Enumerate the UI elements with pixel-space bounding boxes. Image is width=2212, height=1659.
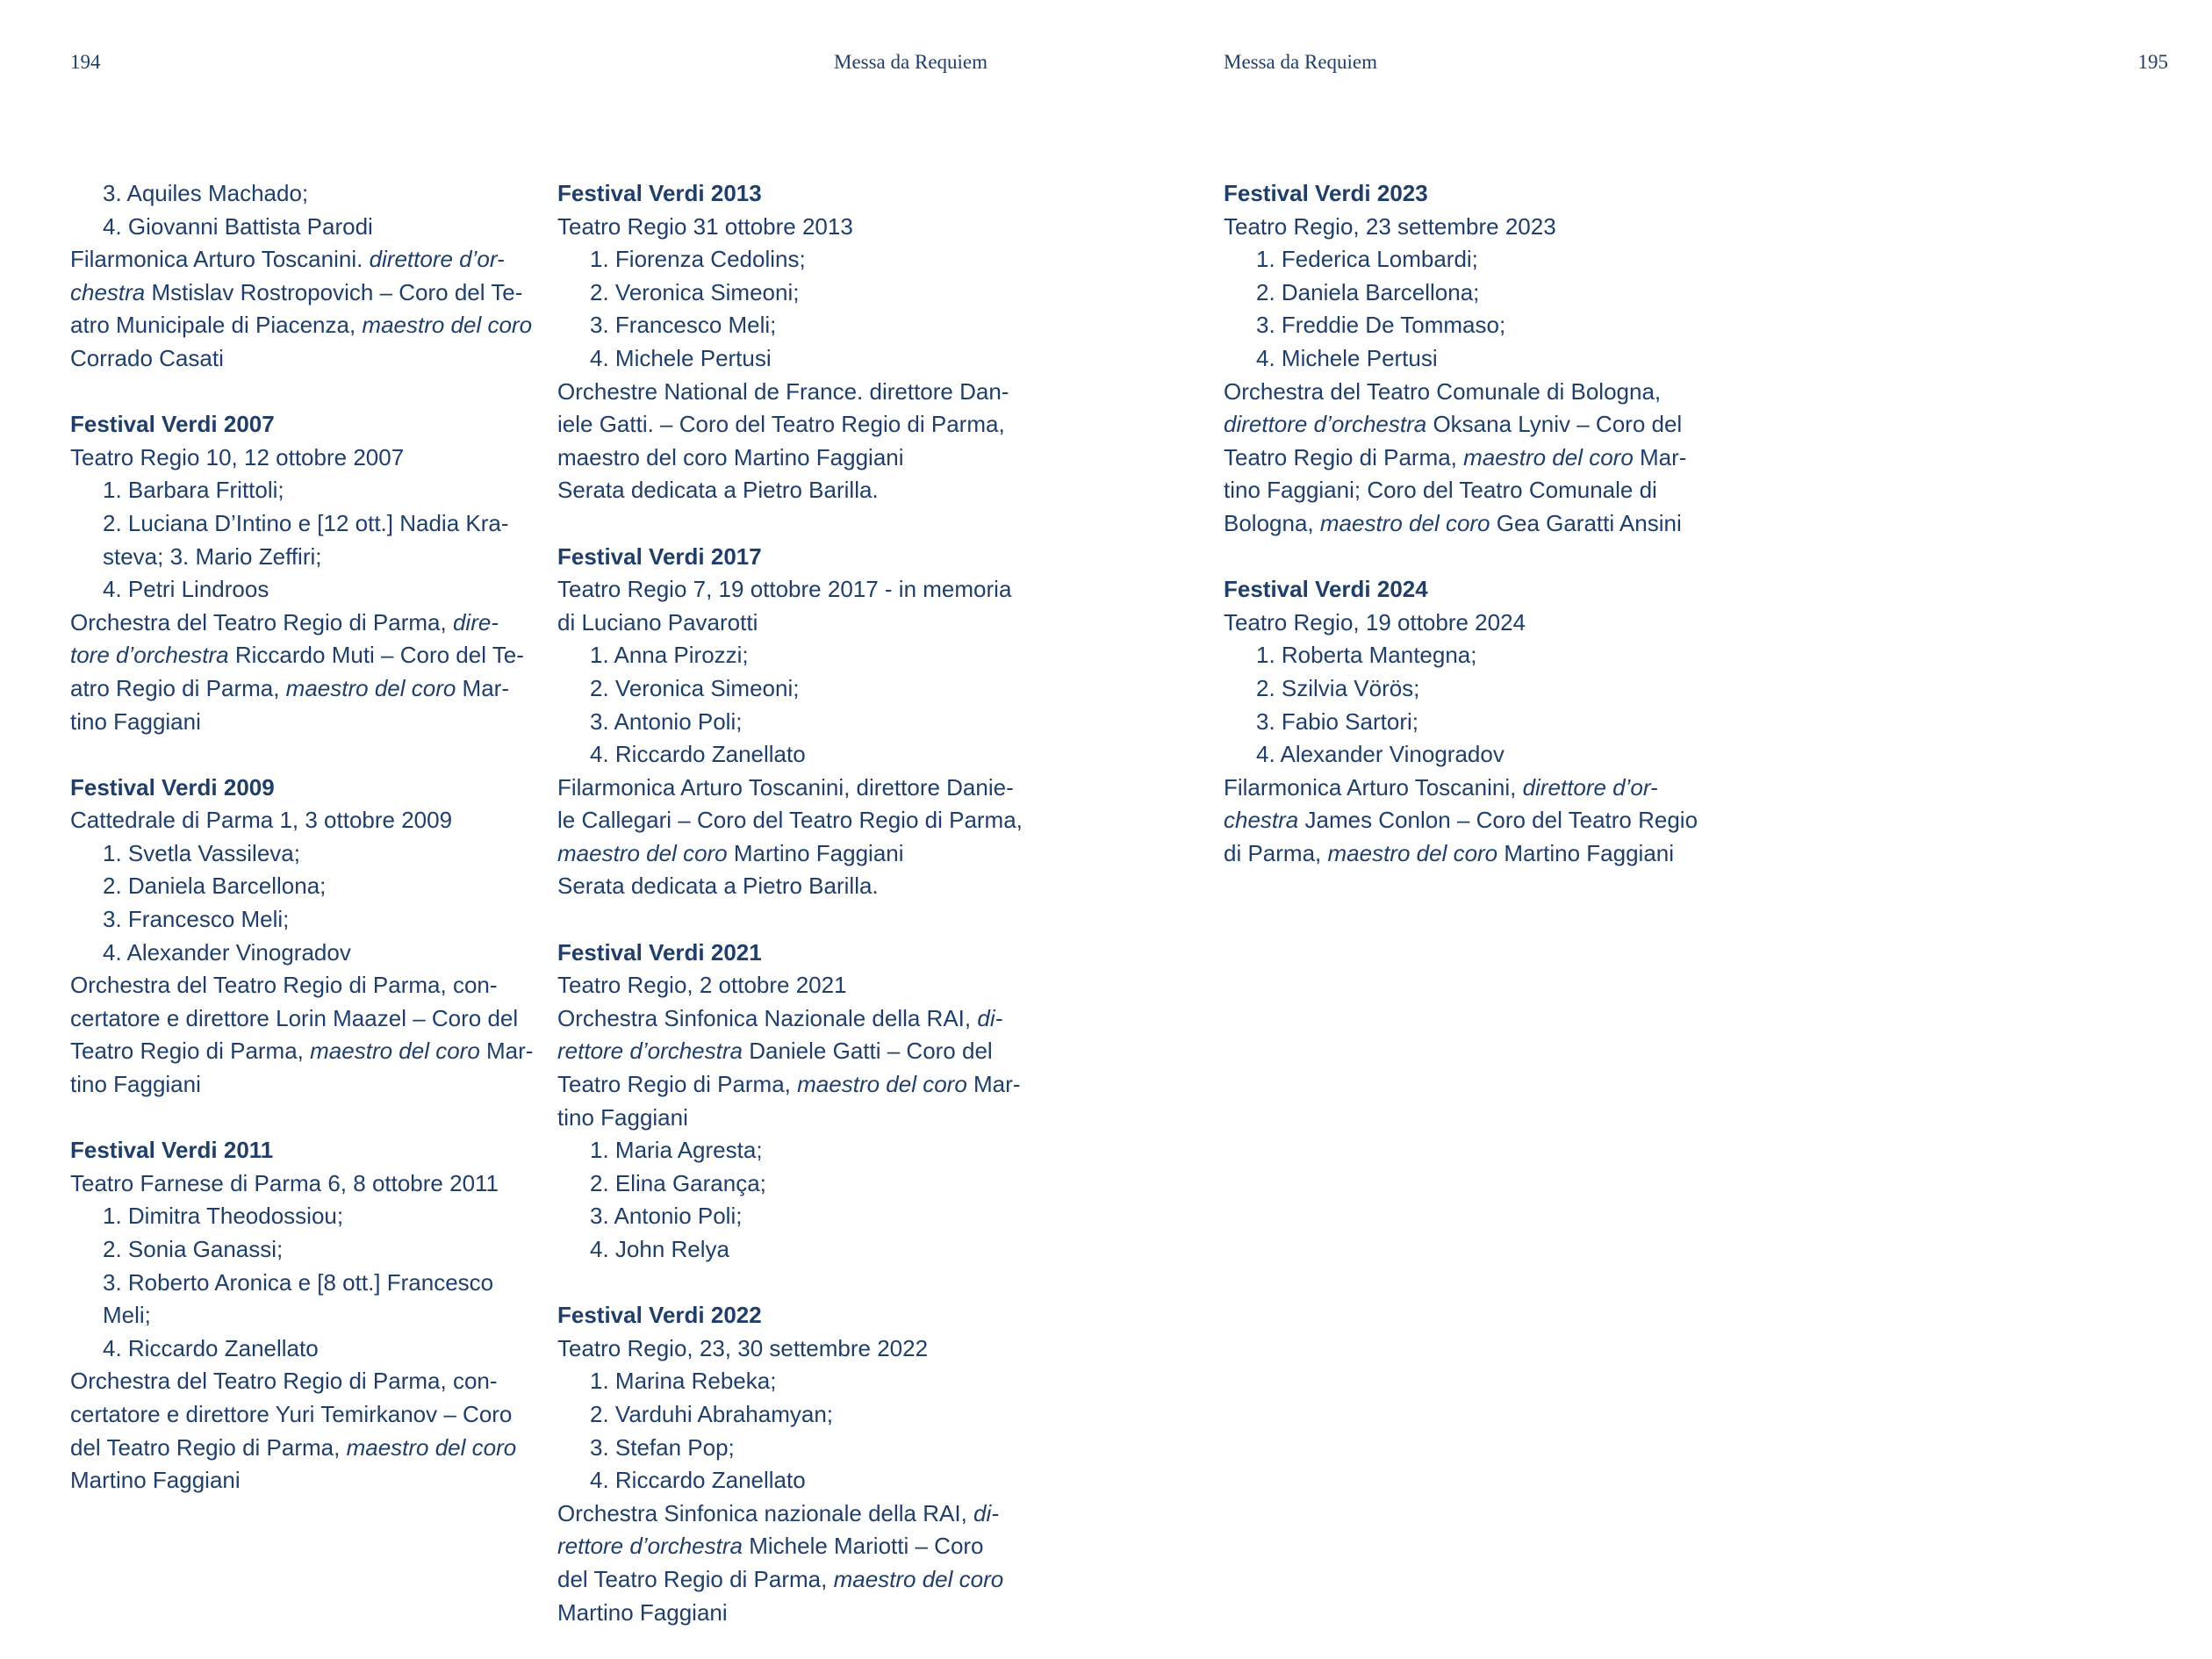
soloist-line: 4. Alexander Vinogradov: [103, 938, 351, 966]
text-span: certatore e direttore Yuri Temirkanov – Coro: [70, 1400, 513, 1427]
italic-role: di-: [977, 1004, 1003, 1031]
text-line: [1224, 607, 1698, 640]
text-line: [70, 309, 533, 342]
text-span: Cattedrale di Parma 1, 3 ottobre 2009: [70, 807, 453, 834]
soloist-line: 4. Riccardo Zanellato: [103, 1334, 319, 1361]
soloist-line: 1. Marina Rebeka;: [590, 1368, 777, 1395]
italic-role: direttore d’or-: [1522, 773, 1658, 801]
text-line: [70, 1167, 533, 1201]
text-span: Teatro Regio, 23, 30 settembre 2022: [557, 1334, 929, 1361]
text-span: Martino Faggiani: [727, 839, 904, 866]
soloist-line: 4. Riccardo Zanellato: [590, 1467, 806, 1494]
text-span: Michele Mariotti – Coro: [742, 1533, 984, 1560]
soloist-line: 3. Stefan Pop;: [590, 1433, 735, 1461]
soloist-line: 2. Sonia Ganassi;: [103, 1236, 284, 1262]
text-line: [70, 1002, 533, 1036]
text-span: Martino Faggiani: [557, 1598, 728, 1626]
text-line: [1224, 837, 1698, 871]
text-line: [557, 1497, 1023, 1531]
soloist-line: 1. Maria Agresta;: [590, 1137, 763, 1164]
text-line: [557, 1530, 1023, 1563]
text-span: Teatro Regio di Parma,: [1224, 443, 1464, 470]
soloist-line: 4. Michele Pertusi: [1256, 344, 1438, 371]
text-span: Orchestra del Teatro Regio di Parma,: [70, 608, 453, 636]
soloist-line: 2. Szilvia Vörös;: [1256, 674, 1420, 701]
section-spacer: [70, 738, 533, 772]
text-column-2: [557, 177, 1023, 1629]
italic-role: dire-: [452, 608, 499, 636]
italic-role: maestro del coro: [1319, 509, 1490, 536]
text-span: Orchestra Sinfonica nazionale della RAI,: [557, 1499, 974, 1526]
soloist-line: 4. Riccardo Zanellato: [590, 741, 806, 768]
italic-role: maestro del coro: [346, 1433, 517, 1461]
text-line: [557, 1563, 1023, 1597]
text-span: Mar-: [1633, 443, 1687, 470]
text-line: [557, 442, 1023, 475]
text-span: Orchestra del Teatro Regio di Parma, con-: [70, 972, 498, 999]
italic-role: maestro del coro: [285, 674, 456, 701]
festival-heading: Festival Verdi 2017: [557, 542, 762, 570]
text-line: [70, 706, 533, 739]
soloist-line: 2. Luciana D’Intino e [12 ott.] Nadia Kra-: [103, 509, 509, 536]
soloist-line: 3. Antonio Poli;: [590, 707, 743, 735]
text-column-3: [1224, 177, 1698, 870]
text-span: Orchestra Sinfonica Nazionale della RAI,: [557, 1004, 978, 1031]
text-span: Filarmonica Arturo Toscanini.: [70, 246, 370, 273]
section-spacer: [557, 1267, 1023, 1300]
festival-heading: Festival Verdi 2022: [557, 1302, 762, 1329]
text-line: [70, 804, 533, 837]
text-line: [557, 474, 1023, 507]
text-span: Mar-: [479, 1038, 534, 1065]
text-span: Daniele Gatti – Coro del: [742, 1038, 993, 1065]
text-span: Mar-: [966, 1071, 1021, 1098]
text-span: certatore e direttore Lorin Maazel – Coro del: [70, 1004, 519, 1031]
text-line: [557, 1102, 1023, 1135]
text-span: Martino Faggiani: [1497, 839, 1675, 866]
text-line: [1224, 507, 1698, 541]
text-line: [557, 804, 1023, 837]
text-span: Mar-: [456, 674, 509, 701]
text-line: [1224, 772, 1698, 805]
text-span: atro Regio di Parma,: [70, 674, 286, 701]
soloist-line: steva; 3. Mario Zeffiri;: [103, 542, 322, 570]
section-spacer: [557, 507, 1023, 541]
soloist-line: 2. Elina Garança;: [590, 1169, 766, 1196]
section-spacer: [1224, 541, 1698, 574]
italic-role: maestro del coro: [797, 1071, 967, 1098]
text-span: di Parma,: [1224, 839, 1328, 866]
text-line: [1224, 474, 1698, 507]
text-line: [557, 1068, 1023, 1102]
text-line: [557, 408, 1023, 442]
text-line: [70, 1432, 533, 1465]
text-span: Teatro Regio, 19 ottobre 2024: [1224, 608, 1526, 636]
text-line: [70, 607, 533, 640]
italic-role: direttore d’or-: [369, 246, 505, 273]
section-spacer: [70, 1102, 533, 1135]
soloist-line: 3. Freddie De Tommaso;: [1256, 312, 1506, 339]
soloist-line: 1. Svetla Vassileva;: [103, 839, 300, 866]
text-span: maestro del coro Martino Faggiani: [557, 443, 904, 470]
section-spacer: [70, 376, 533, 409]
soloist-line: 2. Varduhi Abrahamyan;: [590, 1400, 834, 1427]
italic-role: maestro del coro: [310, 1038, 480, 1065]
festival-heading: Festival Verdi 2009: [70, 773, 275, 801]
text-span: del Teatro Regio di Parma,: [557, 1565, 834, 1592]
text-span: le Callegari – Coro del Teatro Regio di Parma,: [557, 807, 1023, 834]
soloist-line: 2. Veronica Simeoni;: [590, 278, 800, 305]
italic-role: maestro del coro: [362, 312, 533, 339]
text-line: [70, 639, 533, 672]
text-line: [1224, 442, 1698, 475]
text-span: Riccardo Muti – Coro del Te-: [228, 642, 524, 669]
festival-heading: Festival Verdi 2024: [1224, 576, 1428, 603]
text-line: [557, 1332, 1023, 1366]
text-column-1: [70, 177, 533, 1497]
text-span: Teatro Regio di Parma,: [70, 1038, 311, 1065]
festival-heading: Festival Verdi 2023: [1224, 180, 1428, 206]
text-span: Teatro Regio, 2 ottobre 2021: [557, 972, 847, 999]
italic-role: chestra: [1224, 807, 1299, 834]
text-span: Filarmonica Arturo Toscanini,: [1224, 773, 1523, 801]
soloist-line: 3. Antonio Poli;: [590, 1203, 743, 1230]
text-span: Teatro Regio 10, 12 ottobre 2007: [70, 443, 405, 470]
text-line: [557, 211, 1023, 244]
text-line: [70, 1398, 533, 1432]
text-line: [70, 1464, 533, 1497]
soloist-line: 4. Petri Lindroos: [103, 576, 269, 603]
text-line: [1224, 408, 1698, 442]
text-line: [557, 1002, 1023, 1036]
soloist-line: 2. Veronica Simeoni;: [590, 674, 800, 701]
festival-heading: Festival Verdi 2011: [70, 1137, 274, 1164]
text-line: [557, 376, 1023, 409]
italic-role: rettore d’orchestra: [557, 1038, 743, 1065]
soloist-line: 3. Roberto Aronica e [8 ott.] Francesco: [103, 1268, 494, 1296]
text-line: [557, 837, 1023, 871]
text-span: Martino Faggiani: [70, 1467, 241, 1494]
soloist-line: 1. Dimitra Theodossiou;: [103, 1203, 344, 1230]
soloist-line: 2. Daniela Barcellona;: [103, 873, 327, 900]
text-line: [557, 969, 1023, 1002]
text-line: [557, 573, 1023, 607]
text-line: [70, 672, 533, 706]
text-line: [557, 1035, 1023, 1068]
festival-heading: Festival Verdi 2021: [557, 938, 762, 966]
italic-role: rettore d’orchestra: [557, 1533, 743, 1560]
text-span: Oksana Lyniv – Coro del: [1426, 411, 1683, 438]
text-span: Teatro Regio, 23 settembre 2023: [1224, 212, 1556, 240]
italic-role: maestro del coro: [1463, 443, 1634, 470]
soloist-line: 4. Giovanni Battista Parodi: [103, 212, 373, 240]
soloist-line: 3. Francesco Meli;: [590, 312, 777, 339]
text-span: tino Faggiani; Coro del Teatro Comunale di: [1224, 477, 1657, 504]
page-number-left: 194: [70, 51, 101, 73]
text-span: Filarmonica Arturo Toscanini, direttore Danie-: [557, 773, 1014, 801]
page-number-right: 195: [2137, 51, 2168, 73]
text-line: [70, 276, 533, 310]
text-span: atro Municipale di Piacenza,: [70, 312, 363, 339]
text-span: tino Faggiani: [557, 1103, 688, 1131]
text-line: [70, 342, 533, 376]
text-span: Teatro Regio 7, 19 ottobre 2017 - in memoria: [557, 576, 1012, 603]
text-span: James Conlon – Coro del Teatro Regio: [1298, 807, 1698, 834]
soloist-line: 2. Daniela Barcellona;: [1256, 278, 1480, 305]
text-span: Corrado Casati: [70, 344, 224, 371]
text-line: [70, 442, 533, 475]
running-title-left: Messa da Requiem: [834, 51, 988, 73]
soloist-line: 1. Roberta Mantegna;: [1256, 642, 1477, 669]
running-title-right: Messa da Requiem: [1224, 51, 1378, 73]
soloist-line: 3. Fabio Sartori;: [1256, 707, 1418, 735]
soloist-line: 4. Alexander Vinogradov: [1256, 741, 1505, 768]
text-line: [557, 1597, 1023, 1630]
text-span: Bologna,: [1224, 509, 1320, 536]
soloist-line: 1. Anna Pirozzi;: [590, 642, 749, 669]
text-line: [1224, 804, 1698, 837]
text-line: [1224, 211, 1698, 244]
italic-role: tore d’orchestra: [70, 642, 229, 669]
text-span: tino Faggiani: [70, 707, 201, 735]
text-line: [70, 243, 533, 276]
soloist-line: 3. Aquiles Machado;: [103, 180, 309, 206]
festival-heading: Festival Verdi 2007: [70, 411, 275, 438]
text-span: Teatro Farnese di Parma 6, 8 ottobre 2011: [70, 1169, 499, 1196]
section-spacer: [557, 903, 1023, 937]
text-line: [70, 1068, 533, 1102]
text-line: [1224, 376, 1698, 409]
text-line: [557, 772, 1023, 805]
italic-role: maestro del coro: [833, 1565, 1004, 1592]
text-span: Orchestra del Teatro Regio di Parma, con-: [70, 1368, 498, 1395]
text-span: Orchestra del Teatro Comunale di Bologna,: [1224, 377, 1662, 405]
text-span: Serata dedicata a Pietro Barilla.: [557, 477, 879, 504]
soloist-line: 3. Francesco Meli;: [103, 906, 290, 933]
italic-role: chestra: [70, 278, 146, 305]
text-span: del Teatro Regio di Parma,: [70, 1433, 347, 1461]
soloist-line: Meli;: [103, 1302, 151, 1329]
italic-role: di-: [973, 1499, 999, 1526]
text-line: [70, 1365, 533, 1398]
text-line: [557, 870, 1023, 903]
soloist-line: 4. John Relya: [590, 1236, 729, 1262]
italic-role: maestro del coro: [557, 839, 728, 866]
soloist-line: 4. Michele Pertusi: [590, 344, 772, 371]
festival-heading: Festival Verdi 2013: [557, 180, 762, 206]
text-span: Teatro Regio di Parma,: [557, 1071, 798, 1098]
soloist-line: 1. Fiorenza Cedolins;: [590, 246, 806, 273]
text-span: Serata dedicata a Pietro Barilla.: [557, 873, 879, 900]
italic-role: maestro del coro: [1327, 839, 1498, 866]
text-line: [70, 969, 533, 1002]
italic-role: direttore d’orchestra: [1224, 411, 1427, 438]
soloist-line: 1. Barbara Frittoli;: [103, 477, 284, 504]
text-span: iele Gatti. – Coro del Teatro Regio di Parma,: [557, 411, 1005, 438]
text-span: Teatro Regio 31 ottobre 2013: [557, 212, 853, 240]
text-span: Orchestre National de France. direttore Dan-: [557, 377, 1009, 405]
text-span: Mstislav Rostropovich – Coro del Te-: [145, 278, 523, 305]
text-line: [70, 1035, 533, 1068]
text-span: Gea Garatti Ansini: [1490, 509, 1682, 536]
text-line: [557, 607, 1023, 640]
text-span: tino Faggiani: [70, 1071, 201, 1098]
text-span: di Luciano Pavarotti: [557, 608, 758, 636]
soloist-line: 1. Federica Lombardi;: [1256, 246, 1478, 273]
